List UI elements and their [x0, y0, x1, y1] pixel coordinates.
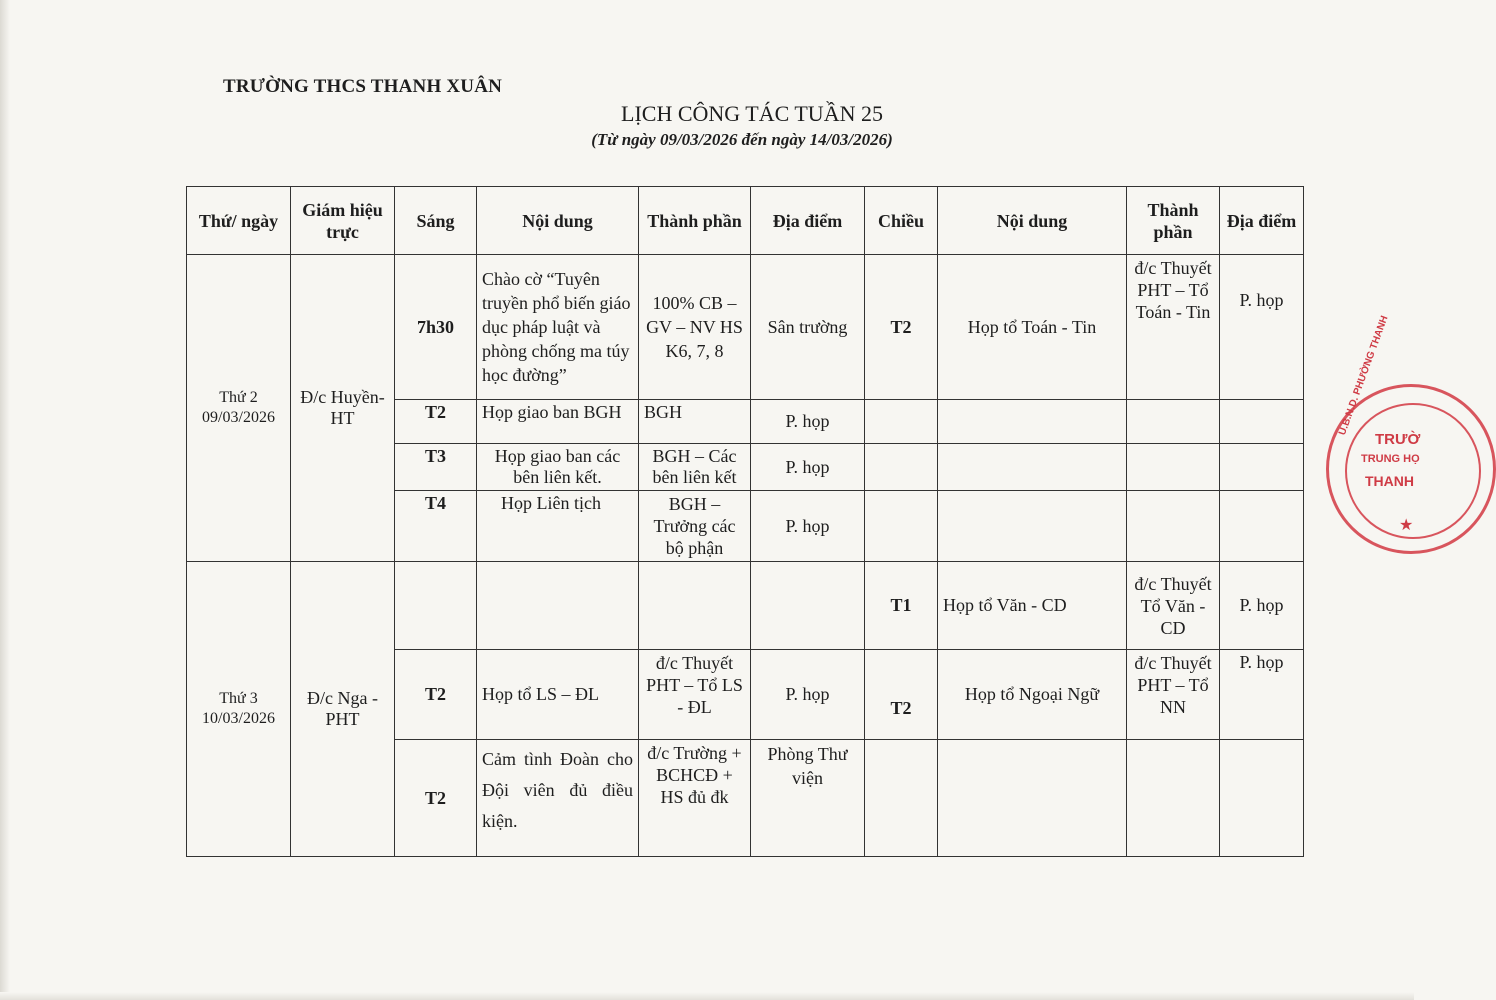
header-content-pm: Nội dung: [938, 187, 1127, 255]
document-subtitle: (Từ ngày 09/03/2026 đến ngày 14/03/2026): [591, 130, 893, 149]
place-cell: P. họp: [751, 400, 865, 444]
scan-edge-left: [0, 0, 10, 1000]
members-cell: đ/c Trường + BCHCĐ + HS đủ đk: [639, 740, 751, 857]
time-cell: T4: [395, 491, 477, 562]
pm-members-cell: đ/c Thuyết PHT – Tổ Toán - Tin: [1127, 255, 1220, 400]
header-morning: Sáng: [395, 187, 477, 255]
star-icon: ★: [1399, 517, 1414, 534]
stamp-line-1: TRƯỜ: [1375, 431, 1421, 448]
pm-place-cell: [1220, 400, 1304, 444]
pm-time-cell: [865, 491, 938, 562]
members-cell: BGH: [639, 400, 751, 444]
stamp-line-3: THANH: [1365, 473, 1414, 489]
stamp-ring-text: U.B.N.D. PHƯỜNG THANH: [1337, 314, 1391, 437]
schedule-table: [186, 186, 1304, 857]
time-cell: T2: [395, 650, 477, 740]
place-cell: Sân trường: [751, 255, 865, 400]
pm-content-cell: [938, 400, 1127, 444]
day-date: 10/03/2026: [202, 710, 275, 727]
members-cell: đ/c Thuyết PHT – Tổ LS - ĐL: [639, 650, 751, 740]
pm-content-cell: [938, 740, 1127, 857]
pm-members-cell: [1127, 740, 1220, 857]
header-content-am: Nội dung: [477, 187, 639, 255]
pm-members-cell: đ/c Thuyết PHT – Tổ NN: [1127, 650, 1220, 740]
content-cell: Chào cờ “Tuyên truyền phổ biến giáo dục pháp luật và phòng chống ma túy học đường”: [477, 255, 639, 400]
day-cell: [187, 255, 291, 562]
day-date: 09/03/2026: [202, 409, 275, 426]
duty-cell: Đ/c Nga - PHT: [291, 562, 395, 857]
pm-time-cell: T2: [865, 255, 938, 400]
pm-time-cell: T2: [865, 650, 938, 740]
pm-members-cell: đ/c Thuyết Tổ Văn - CD: [1127, 562, 1220, 650]
pm-content-cell: Họp tổ Ngoại Ngữ: [938, 650, 1127, 740]
school-name: TRƯỜNG THCS THANH XUÂN: [223, 76, 503, 97]
pm-content-cell: Họp tổ Toán - Tin: [938, 255, 1127, 400]
pm-place-cell: [1220, 740, 1304, 857]
time-cell: T2: [395, 740, 477, 857]
header-members-am: Thành phần: [639, 187, 751, 255]
pm-members-cell: [1127, 491, 1220, 562]
header-afternoon: Chiều: [865, 187, 938, 255]
stamp-line-2: TRUNG HỌ: [1361, 453, 1420, 465]
place-cell: [751, 562, 865, 650]
scan-edge-bottom: [0, 992, 1414, 1000]
content-cell: Họp Liên tịch: [477, 491, 639, 562]
day-cell: [187, 562, 291, 857]
header-place-am: Địa điểm: [751, 187, 865, 255]
content-cell: [477, 562, 639, 650]
members-cell: BGH – Trưởng các bộ phận: [639, 491, 751, 562]
pm-place-cell: P. họp: [1220, 255, 1304, 400]
time-cell: T2: [395, 400, 477, 444]
duty-cell: Đ/c Huyền-HT: [291, 255, 395, 562]
pm-time-cell: T1: [865, 562, 938, 650]
place-cell: P. họp: [751, 650, 865, 740]
pm-place-cell: P. họp: [1220, 562, 1304, 650]
pm-content-cell: [938, 444, 1127, 491]
place-cell: P. họp: [751, 491, 865, 562]
members-cell: 100% CB – GV – NV HS K6, 7, 8: [639, 255, 751, 400]
place-cell: Phòng Thư viện: [751, 740, 865, 857]
content-cell: Họp giao ban BGH: [477, 400, 639, 444]
header-members-pm: Thành phần: [1127, 187, 1220, 255]
pm-time-cell: [865, 444, 938, 491]
pm-place-cell: [1220, 444, 1304, 491]
place-cell: P. họp: [751, 444, 865, 491]
content-cell: Họp giao ban các bên liên kết.: [477, 444, 639, 491]
members-cell: [639, 562, 751, 650]
content-cell: Họp tổ LS – ĐL: [477, 650, 639, 740]
table-row: [187, 255, 1304, 400]
day-label: Thứ 3: [219, 690, 258, 707]
time-cell: T3: [395, 444, 477, 491]
pm-content-cell: Họp tổ Văn - CD: [938, 562, 1127, 650]
header-duty: Giám hiệu trực: [291, 187, 395, 255]
pm-members-cell: [1127, 400, 1220, 444]
pm-time-cell: [865, 740, 938, 857]
pm-place-cell: P. họp: [1220, 650, 1304, 740]
document-title: LỊCH CÔNG TÁC TUẦN 25: [621, 101, 883, 126]
pm-content-cell: [938, 491, 1127, 562]
pm-members-cell: [1127, 444, 1220, 491]
header-day: Thứ/ ngày: [187, 187, 291, 255]
pm-place-cell: [1220, 491, 1304, 562]
content-cell: Cảm tình Đoàn cho Đội viên đủ điều kiện.: [477, 740, 639, 857]
official-stamp: [1326, 314, 1496, 554]
table-row: [187, 562, 1304, 650]
header-row: [187, 187, 1304, 255]
time-cell: 7h30: [395, 255, 477, 400]
members-cell: BGH – Các bên liên kết: [639, 444, 751, 491]
pm-time-cell: [865, 400, 938, 444]
header-place-pm: Địa điểm: [1220, 187, 1304, 255]
day-label: Thứ 2: [219, 389, 258, 406]
time-cell: [395, 562, 477, 650]
